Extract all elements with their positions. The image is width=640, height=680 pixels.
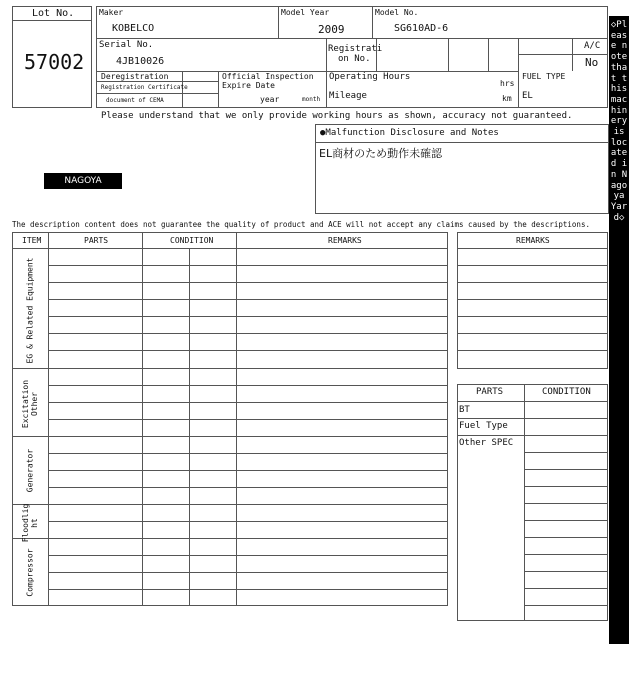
table-row-line [48,487,448,488]
malfunction-title: ●Malfunction Disclosure and Notes [320,128,499,138]
table-row-line [48,555,448,556]
table-row-line [48,419,448,420]
spec-row-line [524,520,608,521]
hrs-label: hrs [500,79,515,88]
table-row-line [48,453,448,454]
spec-row-fuel-type: Fuel Type [459,421,508,431]
spec-row-line [524,452,608,453]
spec-row-line [524,486,608,487]
right-row-line [457,316,608,317]
group-separator [12,436,48,437]
table-row-line [48,385,448,386]
ac-value: No [585,56,599,69]
model-no-label: Model No. [375,8,419,17]
location-notice-sidebar [609,16,633,644]
table-row-line [48,368,448,369]
serial-label: Serial No. [99,40,154,50]
inspection-label-2: Expire Date [222,81,275,90]
fuel-type-label: FUEL TYPE [522,72,566,81]
table-row-line [48,436,448,437]
fuel-type-value: EL [522,91,533,101]
inspection-label-1: Official Inspection [222,72,314,81]
table-row-line [48,265,448,266]
spec-row-line [524,537,608,538]
operating-hours-label: Operating Hours [329,72,411,82]
spec-header-parts: PARTS [476,387,504,397]
right-row-line [457,333,608,334]
model-year-value: 2009 [318,23,345,36]
table-row-line [48,572,448,573]
group-eg-related-equipment: EG & Related Equipment [25,257,35,364]
spec-row-other-spec: Other SPEC [459,438,514,448]
registration-label-2: on No. [338,54,371,64]
right-row-line [457,299,608,300]
right-remarks-header: REMARKS [516,236,550,245]
maker-label: Maker [99,8,124,17]
table-row-line [48,538,448,539]
group-excitation-other-text: Excitation Other [21,379,39,429]
location-badge-text: NAGOYA [64,176,102,186]
header-item: ITEM [22,236,42,245]
spec-row-bt: BT [459,405,470,415]
table-row-line [48,333,448,334]
lot-number-label: Lot No. [32,8,75,19]
header-condition: CONDITION [170,236,214,245]
table-row-line [48,521,448,522]
table-row-line [48,402,448,403]
table-row-line [48,589,448,590]
year-label: year [260,95,280,104]
table-row-line [48,470,448,471]
group-compressor: Compressor [25,548,35,597]
spec-row-line [524,605,608,606]
group-excitation-other [21,374,39,434]
spec-row-line [457,401,608,402]
ac-label: A/C [584,41,601,51]
spec-row-line [524,554,608,555]
malfunction-text: EL商材のため動作未確認 [319,147,443,160]
right-row-line [457,265,608,266]
month-label: month [302,96,321,103]
table-row-line [48,299,448,300]
table-row-line [48,350,448,351]
mileage-label: Mileage [329,91,367,101]
header-parts: PARTS [84,236,109,245]
right-row-line [457,282,608,283]
model-year-label: Model Year [281,8,330,17]
header-remarks: REMARKS [328,236,362,245]
model-no-value: SG610AD-6 [394,23,449,34]
group-generator: Generator [25,448,35,493]
maker-value: KOBELCO [112,23,155,34]
right-row-line [457,350,608,351]
spec-row-line [524,571,608,572]
table-row-line [48,282,448,283]
deregistration-label: Deregistration [101,72,169,81]
cema-document-label: document of CEMA [106,97,164,104]
lot-number-value: 57002 [24,50,85,74]
spec-row-line [524,588,608,589]
group-floodlight-text: Floodlight [21,503,39,543]
serial-value: 4JB10026 [116,56,165,67]
disclaimer: The description content does not guarantee the quality of product and ACE will not accept any claims caused by the descriptions. [12,220,590,229]
table-row-line [48,504,448,505]
spec-header-condition: CONDITION [542,387,591,397]
working-hours-notice: Please understand that we only provide working hours as shown, accuracy not guaranteed. [101,111,573,121]
registration-label-1: Registrati [328,44,383,54]
spec-row-line [524,503,608,504]
right-remarks-table [457,232,608,369]
location-notice-text: ◇Please note that this machinery is located in Nagoya Yard◇ [610,20,633,223]
spec-row-line [457,435,608,436]
table-row-line [48,316,448,317]
group-floodlight [21,503,39,543]
registration-certificate-label: Registration Certificate [101,84,188,91]
km-label: km [502,94,512,103]
spec-row-line [457,418,608,419]
spec-row-line [524,469,608,470]
